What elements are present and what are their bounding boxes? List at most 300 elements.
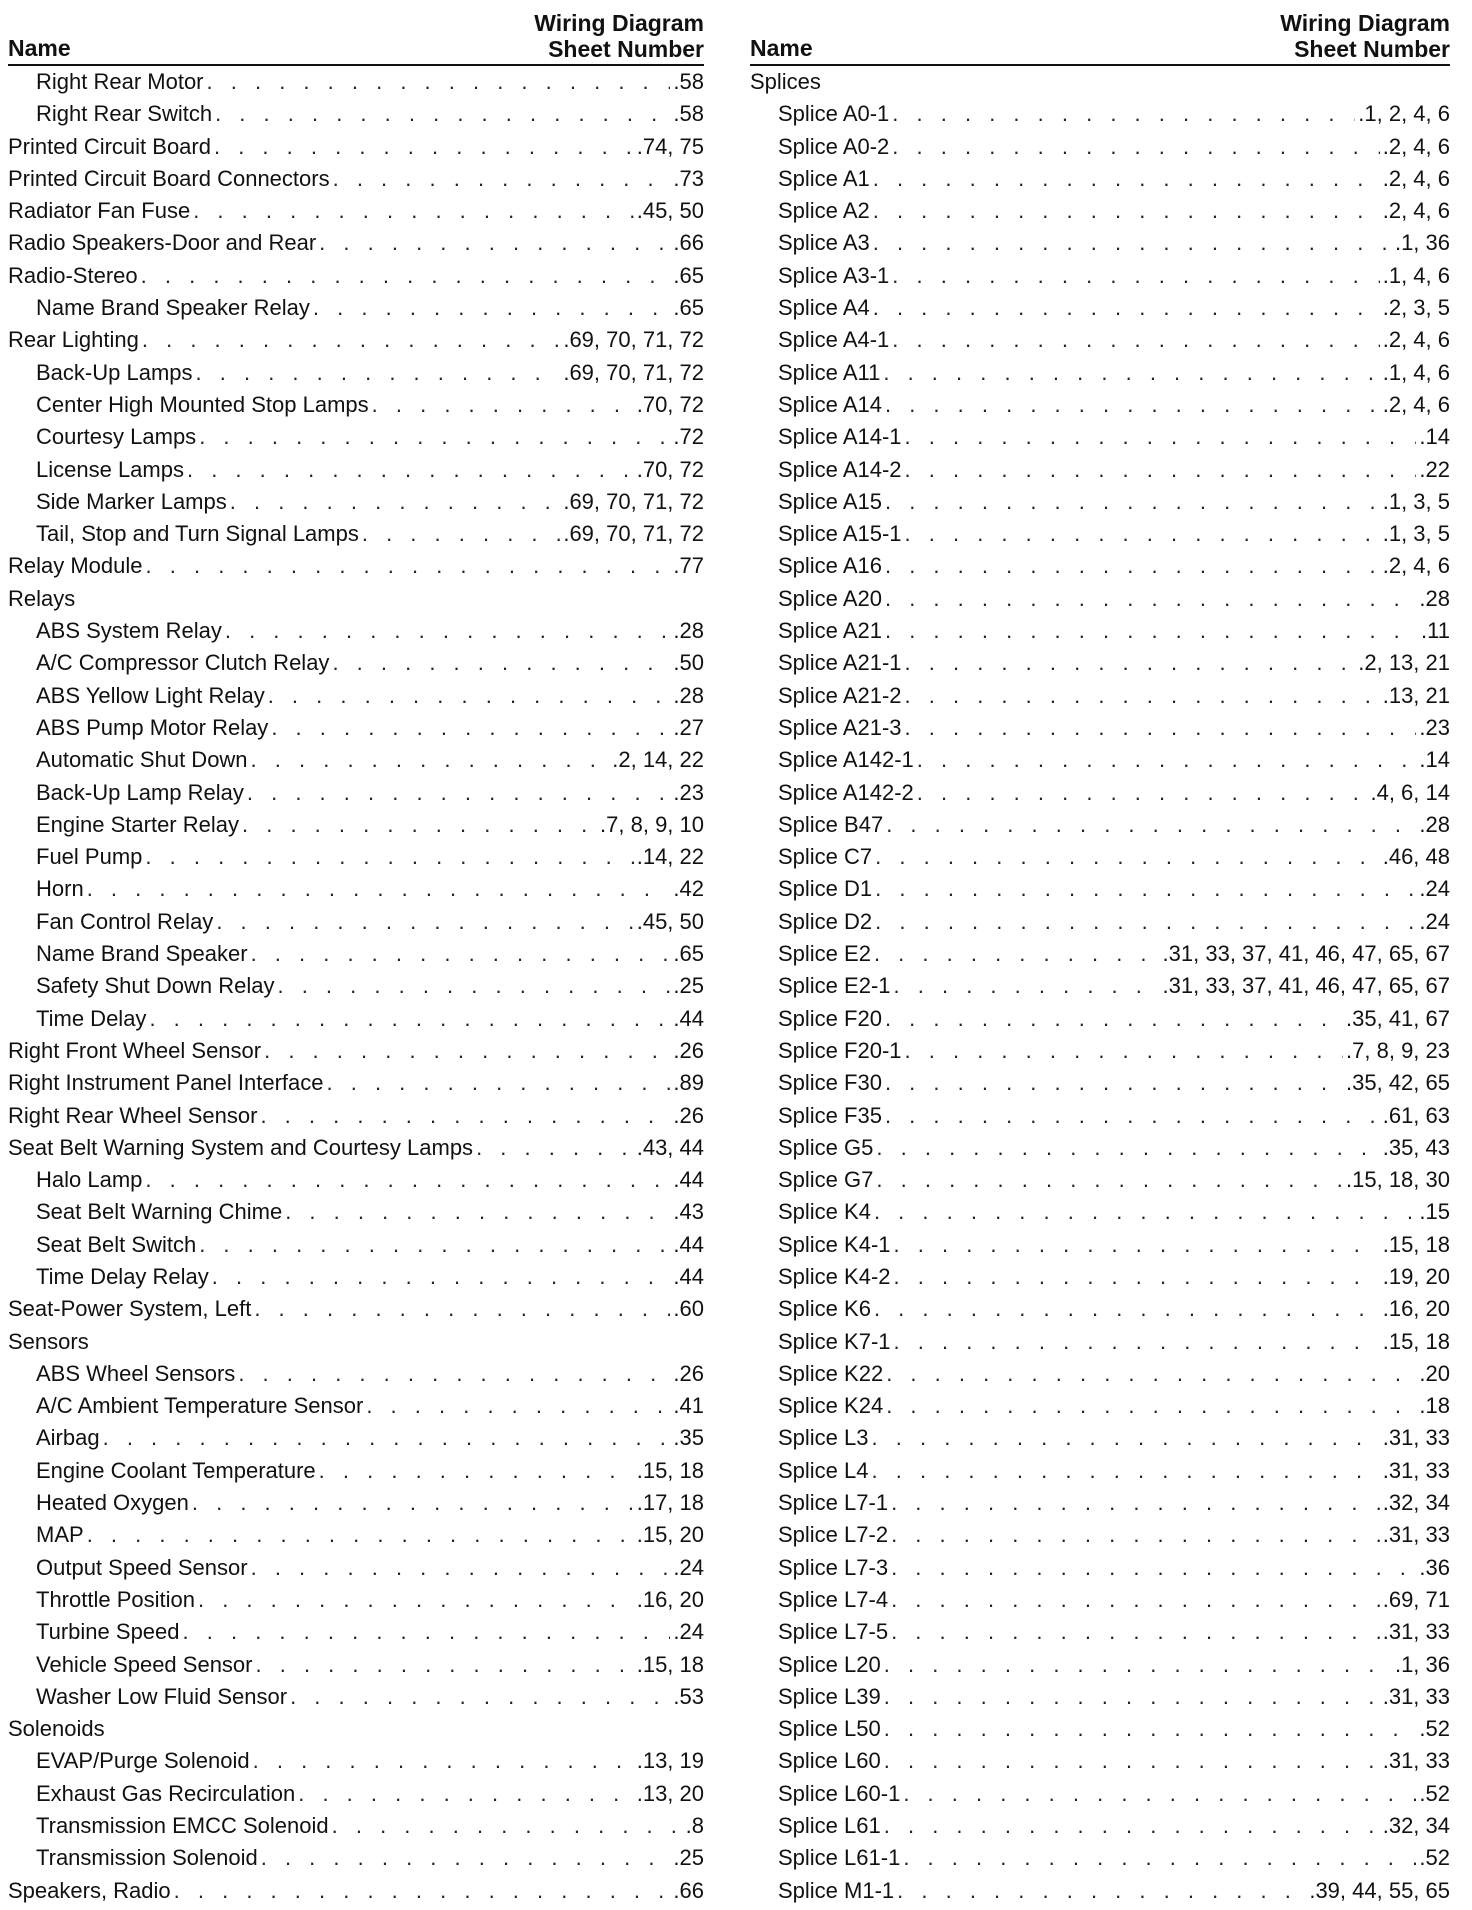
index-entry [750, 1167, 1450, 1199]
entry-name: Splice A21 [778, 618, 882, 644]
entry-name: Splice K7-1 [778, 1328, 891, 1354]
entry-sheet-number: .14 [1419, 424, 1450, 450]
dot-leader [327, 1070, 671, 1096]
dot-leader [885, 489, 1380, 515]
dot-leader [268, 683, 671, 709]
dot-leader [212, 1264, 671, 1290]
entry-name: Right Rear Wheel Sensor [8, 1102, 258, 1128]
entry-name: Splice E2-1 [778, 973, 891, 999]
dot-leader [256, 1652, 634, 1678]
entry-name: Splice A142-2 [778, 779, 914, 805]
entry-name: Engine Starter Relay [36, 811, 239, 837]
index-entry [8, 521, 704, 553]
entry-name: Radio Speakers-Door and Rear [8, 230, 317, 256]
entry-sheet-number: .39, 44, 55, 65 [1309, 1877, 1450, 1903]
entry-sheet-number: .31, 33 [1382, 1619, 1450, 1645]
entry-name: Splice C7 [778, 844, 873, 870]
dot-leader [892, 101, 1355, 127]
index-entry [8, 392, 704, 424]
entry-sheet-number: .2, 14, 22 [612, 747, 704, 773]
dot-leader [891, 1619, 1380, 1645]
entry-name: Splice F30 [778, 1070, 882, 1096]
entry-name: Back-Up Lamps [36, 359, 193, 385]
entry-sheet-number: .43, 44 [636, 1134, 704, 1160]
index-entry [8, 489, 704, 521]
dot-leader [183, 1619, 671, 1645]
index-entry [750, 327, 1450, 359]
dot-leader [891, 1555, 1416, 1581]
entry-name: Splice K4-2 [778, 1263, 891, 1289]
dot-leader [207, 69, 671, 95]
entry-name: Splice A1 [778, 165, 870, 191]
dot-leader [891, 1490, 1380, 1516]
index-entry [750, 586, 1450, 618]
entry-sheet-number: .14, 22 [636, 844, 704, 870]
entry-name: Automatic Shut Down [36, 747, 248, 773]
dot-leader [886, 1361, 1416, 1387]
entry-name: Time Delay [36, 1005, 147, 1031]
index-entry [750, 1006, 1450, 1038]
dot-leader [892, 134, 1379, 160]
entry-sheet-number: .70, 72 [636, 391, 704, 417]
entry-sheet-number: .58 [673, 69, 704, 94]
dot-leader [251, 747, 610, 773]
entry-name: Fan Control Relay [36, 908, 214, 934]
entry-name: Splice A0-2 [778, 133, 890, 159]
dot-leader [905, 521, 1380, 547]
entry-name: Engine Coolant Temperature [36, 1457, 316, 1483]
entry-name: Splice L7-4 [778, 1586, 889, 1612]
entry-sheet-number: .2, 13, 21 [1358, 650, 1450, 676]
dot-leader [874, 941, 1160, 967]
entry-sheet-number: .70, 72 [636, 456, 704, 482]
entry-sheet-number: .1, 4, 6 [1382, 262, 1450, 288]
index-entry [8, 1684, 704, 1716]
entry-name: Splice L50 [778, 1716, 881, 1742]
header-sheet-label [534, 10, 704, 62]
index-entry [750, 1522, 1450, 1554]
entry-name: Splice L60-1 [778, 1780, 901, 1806]
index-entry [8, 1296, 704, 1328]
entry-name: Splice A21-3 [778, 714, 902, 740]
entry-name: A/C Compressor Clutch Relay [36, 650, 330, 676]
dot-leader [476, 1135, 634, 1161]
entry-sheet-number: .23 [1419, 714, 1450, 740]
index-entry [8, 618, 704, 650]
entry-name: Splice L3 [778, 1425, 869, 1451]
index-entry [750, 134, 1450, 166]
dot-leader [225, 618, 671, 644]
entry-name: Splice F20-1 [778, 1037, 902, 1063]
entry-sheet-number: .1, 3, 5 [1382, 521, 1450, 547]
dot-leader [261, 1845, 671, 1871]
entry-sheet-number: .44 [673, 1263, 704, 1289]
index-entry [750, 618, 1450, 650]
index-entry [750, 973, 1450, 1005]
dot-leader [875, 909, 1416, 935]
index-entry [8, 166, 704, 198]
entry-sheet-number: .19, 20 [1382, 1263, 1450, 1289]
entry-name: Transmission EMCC Solenoid [36, 1813, 329, 1839]
index-entry [750, 650, 1450, 682]
entry-name: Splice F20 [778, 1005, 882, 1031]
dot-leader [894, 1232, 1380, 1258]
index-entry [750, 780, 1450, 812]
entry-sheet-number: .45, 50 [636, 908, 704, 934]
dot-leader [141, 263, 671, 289]
dot-leader [917, 780, 1368, 806]
entry-name: Time Delay Relay [36, 1263, 209, 1289]
entry-sheet-number: .2, 4, 6 [1382, 133, 1450, 159]
index-entry [8, 941, 704, 973]
entry-sheet-number: .15, 20 [636, 1522, 704, 1548]
entry-name: Splice L61-1 [778, 1845, 901, 1871]
index-entry [750, 553, 1450, 585]
index-entry [750, 747, 1450, 779]
dot-leader [885, 1070, 1343, 1096]
dot-leader [873, 166, 1380, 192]
index-entry [8, 230, 704, 262]
entry-sheet-number: .15, 18, 30 [1346, 1167, 1450, 1193]
dot-leader [873, 230, 1392, 256]
entry-sheet-number: .35 [673, 1425, 704, 1451]
entry-sheet-number: .28 [673, 682, 704, 708]
dot-leader [146, 553, 671, 579]
entry-name: Splice D2 [778, 908, 873, 934]
entry-name: MAP [36, 1522, 84, 1548]
index-entry [750, 1878, 1450, 1910]
entry-sheet-number: .26 [673, 1037, 704, 1063]
dot-leader [103, 1425, 671, 1451]
entry-sheet-number: .31, 33, 37, 41, 46, 47, 65, 67 [1162, 941, 1450, 967]
index-entry [8, 1006, 704, 1038]
entry-sheet-number: .52 [1419, 1845, 1450, 1871]
entry-name: Speakers, Radio [8, 1877, 171, 1903]
entry-name: Radio-Stereo [8, 262, 138, 288]
index-entry [750, 69, 1450, 101]
dot-leader [366, 1393, 670, 1419]
entry-sheet-number: .72 [673, 424, 704, 450]
entry-sheet-number: .32, 34 [1382, 1813, 1450, 1839]
entry-sheet-number: .26 [673, 1360, 704, 1386]
index-list-left [8, 69, 704, 1910]
entry-name: Turbine Speed [36, 1619, 180, 1645]
entry-name: Splice A4 [778, 295, 870, 321]
entry-sheet-number: .31, 33 [1382, 1748, 1450, 1774]
dot-leader [874, 1296, 1380, 1322]
entry-sheet-number: .4, 6, 14 [1370, 779, 1450, 805]
entry-name: ABS System Relay [36, 618, 222, 644]
index-entry [8, 1845, 704, 1877]
entry-sheet-number: .46, 48 [1382, 844, 1450, 870]
index-entry [750, 1684, 1450, 1716]
dot-leader [319, 1458, 634, 1484]
entry-name: Back-Up Lamp Relay [36, 779, 244, 805]
entry-sheet-number: .15, 18 [1382, 1231, 1450, 1257]
dot-leader [216, 909, 633, 935]
dot-leader [875, 844, 1380, 870]
dot-leader [145, 844, 633, 870]
header-sheet-label [1280, 10, 1450, 62]
dot-leader [873, 295, 1380, 321]
entry-sheet-number: .69, 70, 71, 72 [563, 359, 704, 385]
dot-leader [192, 1490, 634, 1516]
entry-name: Right Rear Motor [36, 69, 204, 94]
entry-sheet-number: .2, 4, 6 [1382, 391, 1450, 417]
dot-leader [886, 812, 1416, 838]
entry-name: Splice L61 [778, 1813, 881, 1839]
dot-leader [885, 618, 1418, 644]
entry-sheet-number: .27 [673, 714, 704, 740]
entry-sheet-number: .16, 20 [1382, 1296, 1450, 1322]
index-entry [8, 553, 704, 585]
dot-leader [872, 1425, 1380, 1451]
entry-name: Name Brand Speaker Relay [36, 295, 310, 321]
entry-name: Splice A16 [778, 553, 882, 579]
index-entry [8, 457, 704, 489]
header-sheet-line2: Sheet Number [1294, 36, 1450, 62]
entry-sheet-number: .2, 4, 6 [1382, 327, 1450, 353]
entry-name: Splice A11 [778, 359, 881, 385]
entry-name: Right Instrument Panel Interface [8, 1070, 324, 1096]
index-entry [8, 134, 704, 166]
entry-name: Splice A20 [778, 585, 882, 611]
entry-name: Splice E2 [778, 941, 871, 967]
entry-name: Fuel Pump [36, 844, 143, 870]
entry-sheet-number: .24 [673, 1619, 704, 1645]
entry-name: A/C Ambient Temperature Sensor [36, 1393, 364, 1419]
entry-name: Splice A2 [778, 198, 870, 224]
dot-leader [876, 1135, 1379, 1161]
entry-name: Tail, Stop and Turn Signal Lamps [36, 521, 359, 547]
entry-name: Safety Shut Down Relay [36, 973, 275, 999]
entry-sheet-number: .31, 33 [1382, 1425, 1450, 1451]
entry-name: Splice A14 [778, 391, 882, 417]
dot-leader [313, 295, 670, 321]
dot-leader [142, 327, 560, 353]
entry-name: Courtesy Lamps [36, 424, 197, 450]
index-entry [750, 424, 1450, 456]
index-list-right [750, 69, 1450, 1910]
entry-sheet-number: .52 [1419, 1716, 1450, 1742]
index-entry [8, 1652, 704, 1684]
entry-sheet-number: .32, 34 [1382, 1490, 1450, 1516]
header-name-label: Name [750, 35, 813, 61]
index-entry [750, 263, 1450, 295]
entry-sheet-number: .1, 36 [1394, 230, 1450, 256]
dot-leader [260, 1103, 670, 1129]
dot-leader [87, 1522, 634, 1548]
entry-sheet-number: .11 [1421, 618, 1450, 644]
dot-leader [892, 327, 1379, 353]
entry-name: Sensors [8, 1328, 89, 1354]
dot-leader [897, 1878, 1306, 1904]
dot-leader [903, 1845, 1416, 1871]
index-entry [750, 876, 1450, 908]
entry-sheet-number: .69, 70, 71, 72 [563, 488, 704, 514]
entry-name: Horn [36, 876, 84, 902]
entry-sheet-number: .61, 63 [1382, 1102, 1450, 1128]
entry-sheet-number: .69, 70, 71, 72 [563, 521, 704, 547]
entry-sheet-number: .31, 33 [1382, 1683, 1450, 1709]
index-entry [8, 198, 704, 230]
index-entry [8, 1555, 704, 1587]
index-entry [750, 101, 1450, 133]
index-entry [750, 166, 1450, 198]
index-entry [8, 812, 704, 844]
dot-leader [874, 1199, 1416, 1225]
entry-name: Splice A21-2 [778, 682, 902, 708]
dot-leader [903, 1781, 1416, 1807]
dot-leader [271, 715, 670, 741]
entry-name: Splice G5 [778, 1134, 874, 1160]
entry-name: Right Rear Switch [36, 101, 213, 127]
dot-leader [196, 360, 561, 386]
entry-name: Splice A142-1 [778, 747, 914, 773]
index-entry [8, 909, 704, 941]
dot-leader [884, 1716, 1417, 1742]
entry-sheet-number: .35, 43 [1382, 1134, 1450, 1160]
index-entry [750, 941, 1450, 973]
entry-sheet-number: .73 [673, 165, 704, 191]
index-entry [750, 489, 1450, 521]
entry-name: Splice A15-1 [778, 521, 902, 547]
index-entry [8, 1748, 704, 1780]
column-header [750, 8, 1450, 66]
entry-sheet-number: .36 [1419, 1554, 1450, 1580]
header-name-label: Name [8, 35, 71, 61]
entry-sheet-number: .45, 50 [636, 198, 704, 224]
index-entry [750, 1619, 1450, 1651]
entry-name: Splice G7 [778, 1167, 874, 1193]
entry-sheet-number: .58 [673, 101, 704, 127]
index-entry [8, 1393, 704, 1425]
index-entry [750, 1490, 1450, 1522]
entry-sheet-number: .42 [673, 876, 704, 902]
entry-sheet-number: .13, 21 [1382, 682, 1450, 708]
entry-sheet-number: .2, 4, 6 [1382, 198, 1450, 224]
dot-leader [885, 392, 1380, 418]
entry-sheet-number: .22 [1419, 456, 1450, 482]
entry-name: Splice K4-1 [778, 1231, 891, 1257]
entry-name: Splice B47 [778, 811, 884, 837]
entry-name: Rear Lighting [8, 327, 139, 353]
index-entry [8, 1135, 704, 1167]
index-entry [750, 1329, 1450, 1361]
entry-sheet-number: .7, 8, 9, 10 [600, 811, 704, 837]
right-column [750, 8, 1450, 1910]
entry-name: Exhaust Gas Recirculation [36, 1780, 296, 1806]
entry-name: Splice A3 [778, 230, 870, 256]
entry-sheet-number: .13, 19 [636, 1748, 704, 1774]
entry-name: Splice L7-5 [778, 1619, 889, 1645]
dot-leader [905, 683, 1380, 709]
dot-leader [886, 1393, 1416, 1419]
entry-sheet-number: .2, 4, 6 [1382, 165, 1450, 191]
entry-name: Right Front Wheel Sensor [8, 1037, 262, 1063]
entry-name: Washer Low Fluid Sensor [36, 1683, 288, 1709]
index-entry [8, 1103, 704, 1135]
entry-sheet-number: .35, 41, 67 [1346, 1005, 1450, 1031]
entry-sheet-number: .89 [673, 1070, 704, 1096]
entry-name: License Lamps [36, 456, 184, 482]
index-entry [750, 521, 1450, 553]
index-entry [8, 1329, 704, 1361]
index-entry [750, 1103, 1450, 1135]
entry-sheet-number: .23 [673, 779, 704, 805]
entry-name: Seat Belt Warning Chime [36, 1199, 283, 1225]
index-entry [8, 1522, 704, 1554]
index-entry [8, 1813, 704, 1845]
entry-sheet-number: .66 [673, 230, 704, 256]
entry-name: Solenoids [8, 1716, 105, 1742]
dot-leader [873, 198, 1380, 224]
entry-sheet-number: .65 [673, 941, 704, 967]
entry-name: Splice L39 [778, 1683, 881, 1709]
index-entry [8, 1587, 704, 1619]
entry-name: Name Brand Speaker [36, 941, 248, 967]
dot-leader [905, 424, 1417, 450]
entry-name: Splice L20 [778, 1651, 881, 1677]
entry-sheet-number: .69, 71 [1382, 1586, 1450, 1612]
entry-name: Splice A4-1 [778, 327, 890, 353]
dot-leader [277, 973, 670, 999]
dot-leader [872, 1458, 1380, 1484]
dot-leader [251, 1555, 671, 1581]
entry-sheet-number: .28 [1419, 811, 1450, 837]
entry-sheet-number: .7, 8, 9, 23 [1346, 1037, 1450, 1063]
index-entry [750, 392, 1450, 424]
index-entry [8, 1361, 704, 1393]
index-entry [8, 876, 704, 908]
dot-leader [884, 1684, 1380, 1710]
entry-sheet-number: .77 [673, 553, 704, 579]
entry-name: ABS Pump Motor Relay [36, 714, 269, 740]
entry-name: Splice K24 [778, 1393, 884, 1419]
dot-leader [905, 1038, 1344, 1064]
entry-sheet-number: .60 [673, 1296, 704, 1322]
entry-name: Splice A3-1 [778, 262, 890, 288]
entry-name: Throttle Position [36, 1586, 195, 1612]
index-entry [750, 1070, 1450, 1102]
entry-name: Relay Module [8, 553, 143, 579]
index-entry [8, 586, 704, 618]
entry-name: Heated Oxygen [36, 1490, 189, 1516]
header-sheet-line2: Sheet Number [548, 36, 704, 62]
entry-name: ABS Wheel Sensors [36, 1360, 236, 1386]
entry-name: Printed Circuit Board Connectors [8, 165, 330, 191]
entry-sheet-number: .16, 20 [636, 1586, 704, 1612]
entry-sheet-number: .44 [673, 1005, 704, 1031]
entry-name: Seat Belt Switch [36, 1231, 197, 1257]
dot-leader [875, 876, 1416, 902]
index-entry [8, 1781, 704, 1813]
entry-sheet-number: .65 [673, 295, 704, 321]
dot-leader [199, 1232, 670, 1258]
entry-name: Splice A21-1 [778, 650, 902, 676]
left-column [8, 8, 704, 1910]
dot-leader [333, 166, 671, 192]
entry-sheet-number: .25 [673, 973, 704, 999]
dot-leader [253, 1748, 634, 1774]
index-entry [750, 1813, 1450, 1845]
entry-name: Seat-Power System, Left [8, 1296, 252, 1322]
dot-leader [149, 1006, 670, 1032]
column-header [8, 8, 704, 66]
entry-sheet-number: .28 [673, 618, 704, 644]
index-entry [750, 198, 1450, 230]
entry-sheet-number: .69, 70, 71, 72 [563, 327, 704, 353]
